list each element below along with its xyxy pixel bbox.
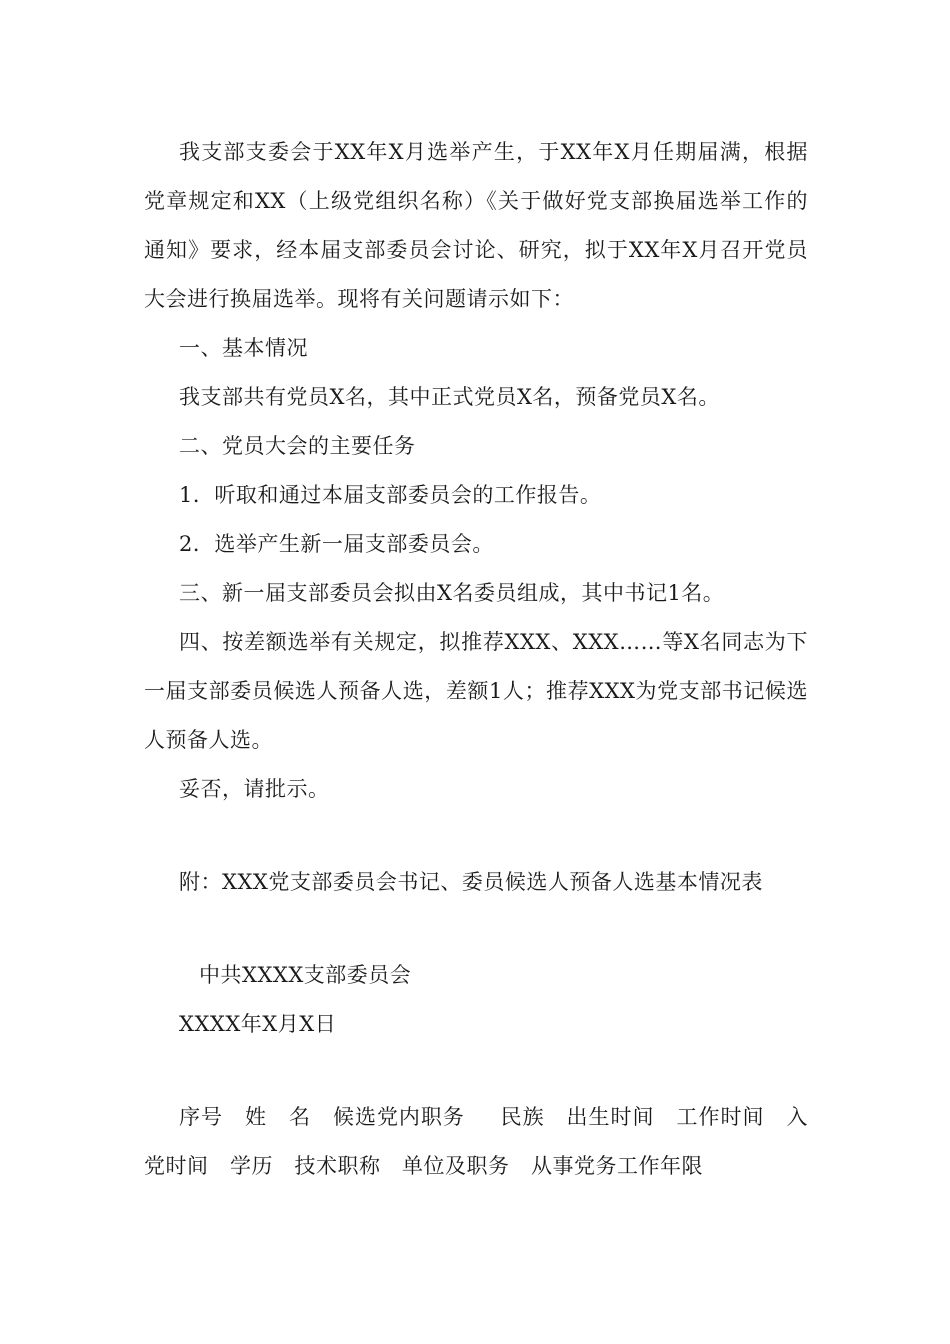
section-2-title: 二、党员大会的主要任务 <box>179 434 416 458</box>
signature-organization: 中共XXXX支部委员会 <box>199 963 412 987</box>
document-page <box>144 128 830 1191</box>
section-3: 三、新一届支部委员会拟由X名委员组成，其中书记1名。 <box>179 581 725 605</box>
table-header-row: 序号 姓 名 候选党内职务 民族 出生时间 工作时间 入 党时间 学历 技术职称 单位及职务 从事党务工作年限 <box>144 1105 830 1178</box>
closing-line: 妥否，请批示。 <box>179 777 330 801</box>
task-2: 2．选举产生新一届支部委员会。 <box>179 532 494 556</box>
intro-paragraph: 我支部支委会于XX年X月选举产生，于XX年X月任期届满，根据党章规定和XX（上级党组织名称）《关于做好党支部换届选举工作的通知》要求，经本届支部委员会讨论、研究，拟于XX年X月召开党员大会进行换届选举。现将有关问题请示如下： <box>144 140 808 311</box>
section-4: 四、按差额选举有关规定，拟推荐XXX、XXX……等X名同志为下一届支部委员候选人预备人选，差额1人；推荐XXX为党支部书记候选人预备人选。 <box>144 630 808 752</box>
attachment-line: 附：XXX党支部委员会书记、委员候选人预备人选基本情况表 <box>179 870 763 894</box>
task-1: 1．听取和通过本届支部委员会的工作报告。 <box>179 483 602 507</box>
section-1-body: 我支部共有党员X名，其中正式党员X名，预备党员X名。 <box>179 385 720 409</box>
signature-date: XXXX年X月X日 <box>179 1012 337 1036</box>
section-1-title: 一、基本情况 <box>179 336 308 360</box>
